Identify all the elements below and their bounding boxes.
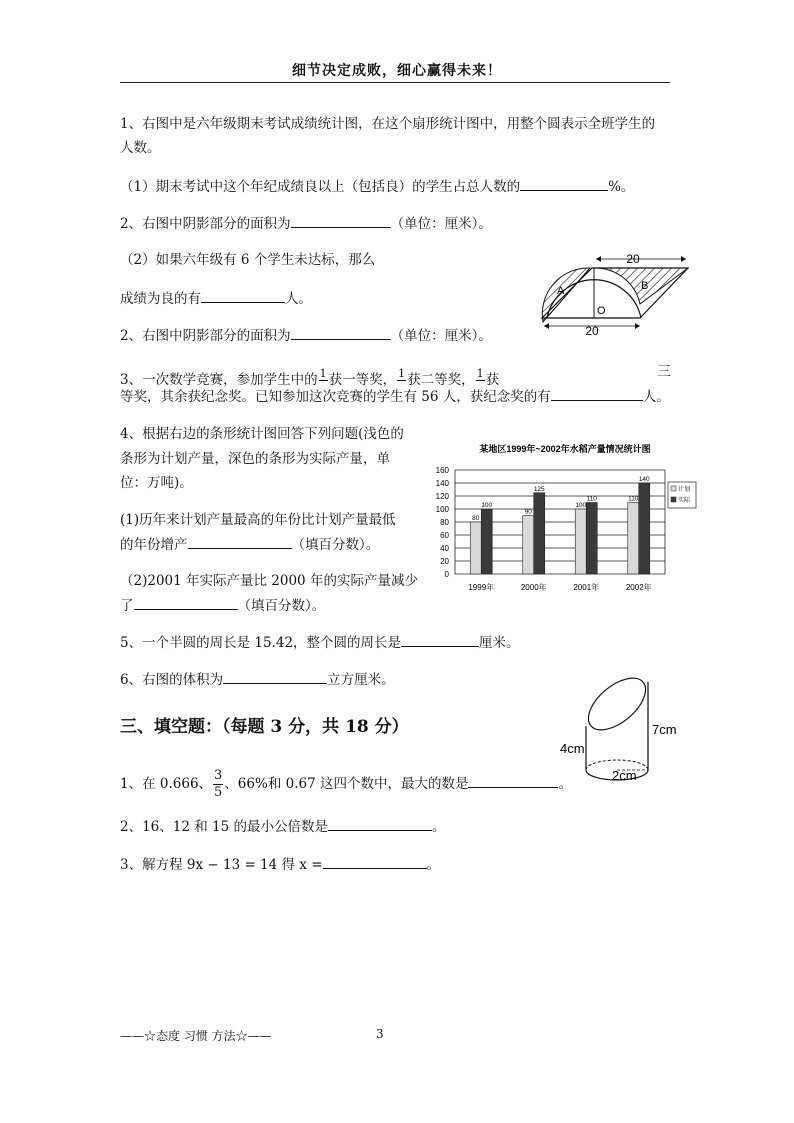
q2a-text: 2、右图中阴影部分的面积为	[120, 216, 291, 232]
q1-part1-unit: %。	[608, 179, 635, 195]
q4-p2-answer-blank[interactable]	[134, 595, 238, 610]
q2b-text: 2、右图中阴影部分的面积为	[120, 328, 291, 344]
y-tick-label: 20	[440, 557, 449, 566]
x-tick-label: 2000年	[520, 583, 547, 592]
s3q3-end: 。	[426, 857, 441, 873]
x-tick-label: 2001年	[573, 583, 600, 592]
q1b-line2-pre: 成绩为良的有	[120, 291, 201, 307]
q1b-answer-blank[interactable]	[201, 288, 285, 303]
q1b-line1: （2）如果六年级有 6 个学生未达标，那么	[120, 252, 376, 268]
q4-p1-post: （填百分数）。	[291, 537, 380, 553]
bar-value-label: 110	[586, 495, 597, 503]
q5	[120, 632, 520, 653]
plan-bar	[470, 522, 481, 574]
q3-p1: 3、一次数学竞赛，参加学生中的	[120, 372, 318, 388]
q5-text: 5、一个半圆的周长是 15.42，整个圆的周长是	[120, 635, 402, 651]
q2b-unit: （单位：厘米）。	[390, 328, 492, 344]
legend-label: 实际	[678, 498, 691, 504]
label-o: O	[597, 305, 606, 317]
section3-title: 三、填空题：（每题 3 分，共 18 分）	[120, 717, 409, 737]
q4-p1-line1: (1)历年来计划产量最高的年份比计划产量最低	[120, 512, 396, 528]
footer-slogan: ——☆态度 习惯 方法☆——	[120, 1029, 272, 1043]
s3q2-text: 2、16、12 和 15 的最小公倍数是	[120, 819, 328, 835]
shaded-area-figure	[532, 246, 702, 338]
q4-p2-post: （填百分数）。	[237, 598, 326, 614]
q3-f3-num: 1	[476, 367, 484, 380]
actual-bar	[481, 509, 492, 574]
s3q3	[120, 854, 440, 875]
q6-unit: 立方厘米。	[327, 672, 395, 688]
label-2cm: 2cm	[612, 768, 637, 783]
s3q2-answer-blank[interactable]	[328, 816, 432, 831]
q1b-line2-post: 人。	[285, 291, 312, 307]
x-tick-label: 1999年	[468, 583, 495, 592]
shaded-region-a	[542, 268, 590, 322]
s3q2	[120, 816, 446, 837]
page-number: 3	[376, 1027, 384, 1041]
s3q1-end: 。	[558, 776, 572, 792]
q2a	[120, 213, 492, 234]
q3-line2	[120, 386, 670, 407]
q4-intro3: 位：万吨)。	[120, 475, 193, 491]
q5-answer-blank[interactable]	[401, 632, 479, 647]
x-tick-label: 2002年	[625, 583, 652, 592]
q4-p1-pre: 的年份增产	[120, 537, 188, 553]
chart-title: 某地区1999年~2002年水稻产量情况统计图	[479, 444, 651, 454]
y-tick-label: 40	[440, 544, 449, 553]
q4-p1-line2	[120, 534, 379, 555]
plan-bar	[628, 503, 639, 575]
label-4cm: 4cm	[560, 741, 585, 756]
q6	[120, 669, 395, 690]
plan-bar	[575, 509, 586, 574]
s3q1-post: 、66%和 0.67 这四个数中，最大的数是	[224, 776, 469, 792]
actual-bar	[534, 493, 545, 574]
q2b-answer-blank[interactable]	[291, 325, 391, 340]
bar-value-label: 110	[628, 495, 639, 503]
q3-p4: 获	[485, 372, 500, 388]
header-motto: 细节决定成败，细心赢得未来！	[292, 63, 502, 79]
actual-bar	[639, 483, 650, 574]
production-bar-chart	[420, 436, 702, 604]
y-tick-label: 80	[440, 518, 449, 527]
q3-tail: 三	[657, 364, 671, 380]
s3q1-f-num: 3	[214, 768, 223, 783]
s3q2-end: 。	[432, 819, 446, 835]
bar-value-label: 100	[481, 502, 493, 509]
q4-intro2: 条形为计划产量，深色的条形为实际产量，单	[120, 451, 390, 467]
actual-bar	[586, 503, 597, 575]
label-b: B	[641, 280, 649, 292]
header-rule	[120, 82, 670, 83]
q3-p3: 获二等奖，	[407, 372, 475, 388]
y-tick-label: 0	[444, 570, 449, 579]
legend-swatch	[671, 497, 676, 502]
bar-value-label: 125	[533, 485, 545, 493]
legend-label: 计划	[678, 487, 691, 493]
y-tick-label: 120	[435, 492, 449, 501]
q3-answer-blank[interactable]	[551, 386, 643, 401]
label-top-20: 20	[626, 252, 640, 266]
q1-part1	[120, 176, 634, 197]
q4-p1-answer-blank[interactable]	[188, 534, 292, 549]
y-tick-label: 100	[435, 505, 449, 514]
q3-line2-unit: 人。	[642, 389, 670, 405]
cut-cylinder-figure	[556, 672, 696, 790]
q4-p2-line2	[120, 595, 325, 616]
q6-answer-blank[interactable]	[223, 669, 327, 684]
q4-intro1: 4、根据右边的条形统计图回答下列问题(浅色的	[120, 426, 404, 442]
bar-value-label: 140	[638, 476, 650, 483]
s3q1-f-den: 5	[214, 785, 223, 800]
q1-intro-line1: 1、右图中是六年级期末考试成绩统计图，在这个扇形统计图中，用整个圆表示全班学生的	[120, 116, 656, 132]
q4-p2-pre: 了	[120, 598, 134, 614]
label-bottom-20: 20	[585, 324, 599, 338]
q1b-line2	[120, 288, 312, 309]
q3-f1-num: 1	[319, 367, 327, 380]
q2a-unit: （单位：厘米）。	[390, 216, 492, 232]
bar-value-label: 80	[472, 515, 480, 522]
y-tick-label: 160	[435, 466, 449, 475]
cylinder-top-ellipse	[579, 672, 654, 740]
label-a: A	[557, 285, 565, 297]
plan-bar	[523, 516, 534, 575]
bar-value-label: 100	[575, 502, 587, 509]
s3q1	[120, 768, 572, 801]
s3q1-fraction	[213, 768, 223, 801]
label-7cm: 7cm	[652, 722, 677, 737]
q5-unit: 厘米。	[479, 635, 520, 651]
q6-text: 6、右图的体积为	[120, 672, 224, 688]
q1-intro-line2: 人数。	[120, 140, 161, 156]
legend-swatch	[671, 486, 676, 491]
bar-value-label: 90	[524, 508, 532, 516]
y-tick-label: 140	[435, 479, 449, 488]
s3q3-answer-blank[interactable]	[323, 854, 427, 869]
s3q1-answer-blank[interactable]	[468, 773, 558, 788]
q4-p2-line1: （2)2001 年实际产量比 2000 年的实际产量减少	[120, 573, 418, 589]
q2b	[120, 325, 492, 346]
s3q1-pre: 1、在 0.666、	[120, 776, 213, 792]
q3-line2-text: 等奖，其余获纪念奖。已知参加这次竞赛的学生有 56 人，获纪念奖的有	[120, 389, 551, 405]
q2a-answer-blank[interactable]	[291, 213, 391, 228]
q3-p2: 获一等奖，	[328, 372, 397, 388]
y-tick-label: 60	[440, 531, 449, 540]
q1-part1-text: （1）期末考试中这个年纪成绩良以上（包括良）的学生占总人数的	[120, 179, 521, 195]
s3q3-text: 3、解方程 9x − 13 = 14 得 x =	[120, 857, 323, 873]
q3-f2-num: 1	[398, 367, 406, 380]
q1-part1-answer-blank[interactable]	[520, 176, 608, 191]
